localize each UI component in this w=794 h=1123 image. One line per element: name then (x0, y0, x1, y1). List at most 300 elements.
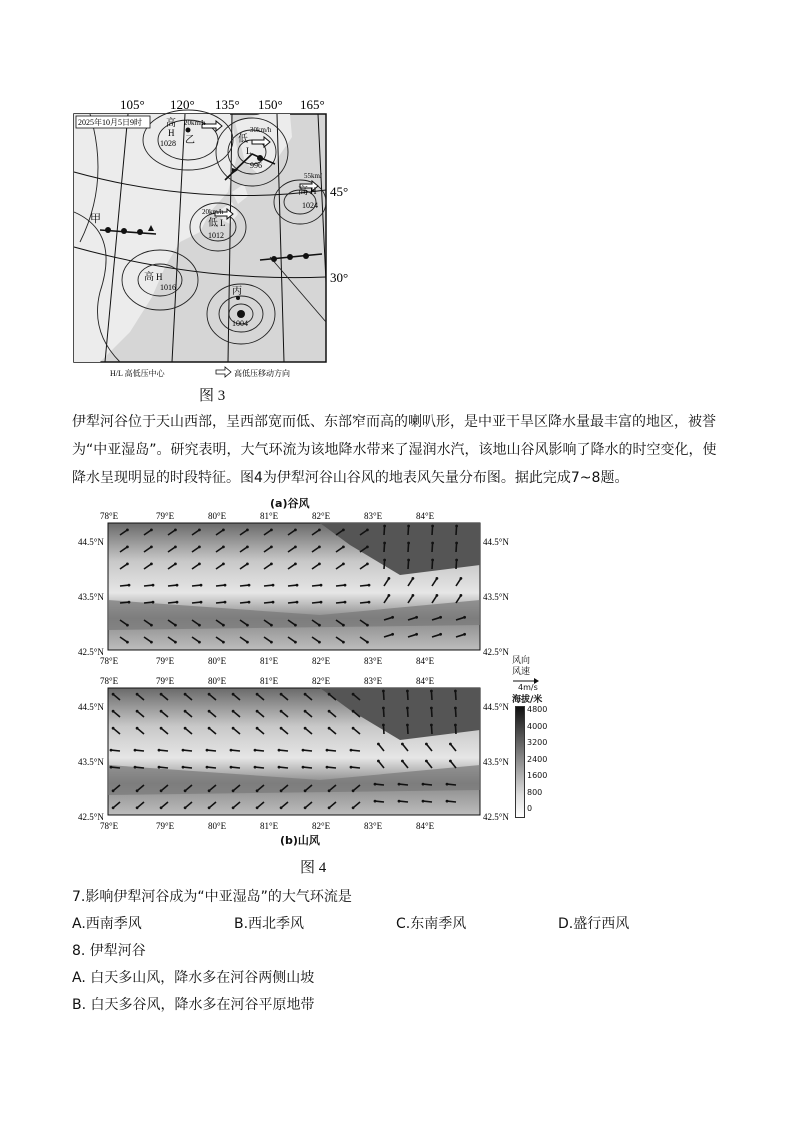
q7-option-b: B.西北季风 (234, 916, 305, 932)
wind-vector-head (401, 743, 404, 746)
wind-vector-head (222, 546, 225, 549)
wind-vector-head (415, 633, 418, 636)
lon-labels-b-bottom (100, 821, 435, 831)
lon-labels-b-top (100, 676, 435, 686)
wind-vector-head (342, 563, 345, 566)
wind-vector-head (256, 806, 259, 809)
wind-vector-head (455, 559, 458, 562)
wind-vector-head (232, 710, 235, 713)
svg-text:79°E: 79°E (156, 821, 175, 831)
wind-vector-head (406, 707, 409, 710)
svg-text:79°E: 79°E (156, 676, 175, 686)
wind-vector-head (158, 749, 161, 752)
q7-option-c: C.东南季风 (396, 916, 467, 932)
wind-vector-head (294, 641, 297, 644)
wind-vector-head (368, 584, 371, 587)
q8-option-b: B. 白天多谷风，降水多在河谷平原地带 (72, 997, 315, 1013)
wind-vector-head (136, 710, 139, 713)
wind-vector-head (406, 724, 409, 727)
wind-vector-head (304, 727, 307, 730)
wind-vector-head (198, 529, 201, 532)
wind-vector-head (208, 789, 211, 792)
lat-44-5-right-a: 44.5°N (483, 537, 509, 547)
wind-vector-head (439, 633, 442, 636)
wind-vector-head (407, 542, 410, 545)
wind-vector-head (401, 760, 404, 763)
low-ne-pressure: 996 (250, 161, 262, 170)
wind-vector-head (160, 806, 163, 809)
wind-vector-head (222, 529, 225, 532)
wind-vector-head (128, 601, 131, 604)
wind-vector-head (352, 693, 355, 696)
lat-42-5-left-b: 42.5°N (78, 812, 104, 822)
fig3-caption: 图 3 (199, 388, 226, 404)
wind-vector-head (160, 789, 163, 792)
wind-vector-head (383, 525, 386, 528)
wind-vector-head (136, 693, 139, 696)
wind-vector-head (246, 546, 249, 549)
wind-vector-head (304, 806, 307, 809)
wind-vector-head (383, 542, 386, 545)
wind-vector-head (318, 624, 321, 627)
legend-arrow-icon (216, 367, 231, 377)
wind-vector-head (296, 584, 299, 587)
high-east-letter: H (310, 186, 317, 196)
wind-vector-head (328, 727, 331, 730)
svg-text:82°E: 82°E (312, 821, 331, 831)
elev-legend-title: 海拔/米 (512, 695, 543, 705)
wind-vector-head (280, 693, 283, 696)
lon-label-150: 150° (258, 97, 283, 112)
svg-text:84°E: 84°E (416, 676, 435, 686)
wind-vector-head (391, 633, 394, 636)
wind-vector-head (318, 563, 321, 566)
wind-legend (512, 656, 530, 678)
low-mid-label: 低 (208, 218, 218, 229)
wind-vector-head (270, 641, 273, 644)
svg-text:78°E: 78°E (100, 511, 119, 521)
wind-vector-head (391, 616, 394, 619)
lat-44-5-left-a: 44.5°N (78, 537, 104, 547)
high-sw-label: 高 (144, 272, 154, 283)
wind-vector-head (439, 616, 442, 619)
wind-vector-head (232, 806, 235, 809)
wind-vector-head (342, 641, 345, 644)
wind-vector-head (126, 641, 129, 644)
wind-vector-head (112, 806, 115, 809)
wind-vector-head (412, 577, 415, 580)
wind-vector-head (398, 800, 401, 803)
wind-vector-head (449, 743, 452, 746)
high-nw-label: 高 (166, 118, 176, 129)
wind-vector-head (208, 710, 211, 713)
wind-vector-head (352, 806, 355, 809)
wind-vector-head (232, 727, 235, 730)
wind-vector-head (366, 529, 369, 532)
wind-vector-head (206, 766, 209, 769)
wind-vector-head (460, 594, 463, 597)
lat-44-5-left-b: 44.5°N (78, 702, 104, 712)
svg-text:84°E: 84°E (416, 511, 435, 521)
wind-vector-head (184, 710, 187, 713)
high-nw-pressure: 1028 (160, 139, 176, 148)
wind-vector-head (174, 624, 177, 627)
lat-43-5-left-b: 43.5°N (78, 757, 104, 767)
wind-vector-head (182, 749, 185, 752)
question-8-stem: 8. 伊犁河谷 (72, 943, 146, 959)
wind-vector-head (232, 789, 235, 792)
svg-text:79°E: 79°E (156, 511, 175, 521)
wind-vector-head (230, 766, 233, 769)
wind-vector-head (382, 724, 385, 727)
wind-vector-head (176, 584, 179, 587)
wind-vector-head (198, 546, 201, 549)
weather-map (60, 92, 370, 382)
point-bing-label: 丙 (232, 286, 242, 297)
wind-vector-head (430, 707, 433, 710)
wind-legend-line2: 风速 (512, 667, 531, 677)
wind-vector-head (431, 542, 434, 545)
wind-vector-head (126, 624, 129, 627)
svg-text:80°E: 80°E (208, 821, 227, 831)
q7-option-a: A.西南季风 (72, 916, 142, 932)
point-yi-label: 乙 (185, 135, 195, 146)
lat-42-5-right-b: 42.5°N (483, 812, 509, 822)
legend-center: H/L 高低压中心 (110, 369, 165, 378)
wind-vector-head (222, 624, 225, 627)
wind-vector-head (436, 577, 439, 580)
elev-ticks: 4800 4000 3200 2400 1600 800 0 (527, 705, 548, 813)
wind-vector-head (126, 563, 129, 566)
wind-vector-head (270, 546, 273, 549)
wind-vector-head (176, 601, 179, 604)
wind-vector-head (136, 727, 139, 730)
wind-vector-head (112, 789, 115, 792)
wind-vector-head (328, 710, 331, 713)
wind-vector-head (328, 806, 331, 809)
wind-vector-head (278, 749, 281, 752)
wind-vector-head (254, 749, 257, 752)
wind-vector-head (224, 584, 227, 587)
wind-vector-head (294, 529, 297, 532)
lon-label-105: 105° (120, 97, 145, 112)
wind-vector-head (422, 783, 425, 786)
high-east-pressure: 1024 (302, 201, 318, 210)
elev-colorbar (515, 706, 525, 818)
svg-text:82°E: 82°E (312, 676, 331, 686)
wind-vector-head (150, 641, 153, 644)
mountain-wind-map (70, 670, 550, 832)
wind-vector-head (463, 616, 466, 619)
high-east-label: 高 (298, 186, 308, 197)
typhoon-icon (237, 310, 245, 318)
fig4a-title: (a)谷风 (270, 497, 310, 510)
wind-vector-head (412, 594, 415, 597)
speed-yi: 20km/h (184, 119, 206, 127)
svg-text:83°E: 83°E (364, 676, 383, 686)
wind-vector-head (198, 641, 201, 644)
wind-vector-head (455, 542, 458, 545)
point-yi-marker (186, 128, 191, 133)
wind-vector-head (406, 690, 409, 693)
wind-vector-head (184, 789, 187, 792)
wind-vector-head (112, 710, 115, 713)
wind-vector-head (150, 563, 153, 566)
wind-vector-head (350, 766, 353, 769)
svg-text:80°E: 80°E (208, 511, 227, 521)
wind-vector-head (246, 529, 249, 532)
lat-42-5-left-a: 42.5°N (78, 647, 104, 657)
question-7-stem: 7.影响伊犁河谷成为“中亚湿岛”的大气环流是 (72, 889, 352, 905)
wind-vector-head (425, 760, 428, 763)
lat-43-5-right-a: 43.5°N (483, 592, 509, 602)
wind-vector-head (366, 563, 369, 566)
wind-vector-head (377, 743, 380, 746)
low-ne-label: 低 (238, 134, 248, 145)
wind-vector-head (430, 724, 433, 727)
svg-text:82°E: 82°E (312, 656, 331, 666)
svg-text:83°E: 83°E (364, 821, 383, 831)
valley-wind-map (70, 505, 550, 667)
wind-vector-head (294, 624, 297, 627)
wind-vector-head (184, 727, 187, 730)
lon-labels-a-bottom (100, 656, 435, 666)
wind-vector-head (110, 766, 113, 769)
wind-vector-head (174, 546, 177, 549)
speed-east: 55km/ (304, 172, 322, 180)
wind-vector-head (431, 559, 434, 562)
wind-vector-head (232, 693, 235, 696)
wind-vector-head (415, 616, 418, 619)
lat-42-5-right-a: 42.5°N (483, 647, 509, 657)
wind-vector-head (134, 749, 137, 752)
lon-label-135: 135° (215, 97, 240, 112)
svg-text:78°E: 78°E (100, 821, 119, 831)
wind-vector-head (374, 800, 377, 803)
wind-vector-head (256, 727, 259, 730)
wind-vector-head (436, 594, 439, 597)
wind-vector-head (368, 601, 371, 604)
wind-vector-head (342, 546, 345, 549)
wind-vector-head (377, 760, 380, 763)
wind-vector-head (222, 641, 225, 644)
wind-vector-head (342, 529, 345, 532)
wind-vector-head (246, 641, 249, 644)
wind-vector-head (256, 789, 259, 792)
wind-vector-head (150, 624, 153, 627)
wind-vector-head (454, 690, 457, 693)
wind-vector-head (160, 710, 163, 713)
wind-vector-head (246, 624, 249, 627)
wind-vector-head (326, 749, 329, 752)
lat-label-45: 45° (330, 184, 349, 199)
point-jia-label: 甲 (90, 213, 101, 225)
wind-vector-head (208, 806, 211, 809)
wind-vector-head (198, 624, 201, 627)
wind-vector-head (112, 727, 115, 730)
wind-vector-head (152, 601, 155, 604)
wind-vector-head (407, 559, 410, 562)
wind-vector-head (184, 806, 187, 809)
wind-vector-head (296, 601, 299, 604)
wind-vector-head (134, 766, 137, 769)
wind-vector-head (112, 693, 115, 696)
wind-vector-head (328, 789, 331, 792)
wind-vector-head (150, 529, 153, 532)
wind-vector-head (328, 693, 331, 696)
wind-vector-head (150, 546, 153, 549)
wind-vector-head (366, 624, 369, 627)
wind-vector-head (174, 641, 177, 644)
wind-vector-head (344, 584, 347, 587)
wind-vector-head (431, 525, 434, 528)
wind-vector-head (422, 800, 425, 803)
wind-vector-head (454, 724, 457, 727)
wind-vector-head (342, 624, 345, 627)
svg-text:81°E: 81°E (260, 676, 279, 686)
low-mid-letter: L (220, 218, 226, 228)
low-ne-speed: 30km/h (250, 126, 272, 134)
wind-vector-head (152, 584, 155, 587)
wind-vector-head (449, 760, 452, 763)
svg-text:78°E: 78°E (100, 676, 119, 686)
wind-vector-head (366, 546, 369, 549)
wind-vector-head (254, 766, 257, 769)
typhoon-pressure: 1004 (232, 319, 248, 328)
wind-vector-head (270, 624, 273, 627)
fig4b-title: (b)山风 (280, 834, 320, 847)
svg-text:84°E: 84°E (416, 656, 435, 666)
svg-text:81°E: 81°E (260, 821, 279, 831)
wind-vector-head (184, 693, 187, 696)
wind-vector-head (230, 749, 233, 752)
wind-vector-head (294, 563, 297, 566)
wind-vector-head (352, 789, 355, 792)
svg-text:78°E: 78°E (100, 656, 119, 666)
svg-text:84°E: 84°E (416, 821, 435, 831)
wind-vector-head (366, 641, 369, 644)
wind-vector-head (446, 783, 449, 786)
wind-vector-head (200, 601, 203, 604)
low-ne-letter: L (246, 146, 252, 156)
svg-text:83°E: 83°E (364, 511, 383, 521)
wind-vector-head (248, 584, 251, 587)
wind-vector-head (136, 806, 139, 809)
wind-vector-head (136, 789, 139, 792)
lon-label-120: 120° (170, 97, 195, 112)
lon-labels-a-top (100, 511, 435, 521)
wind-vector-head (208, 693, 211, 696)
svg-text:83°E: 83°E (364, 656, 383, 666)
wind-vector-head (208, 727, 211, 730)
wind-vector-head (388, 594, 391, 597)
wind-vector-head (318, 546, 321, 549)
wind-vector-head (326, 766, 329, 769)
low-mid-pressure: 1012 (208, 231, 224, 240)
svg-text:80°E: 80°E (208, 676, 227, 686)
svg-text:80°E: 80°E (208, 656, 227, 666)
wind-vector-head (160, 727, 163, 730)
wind-vector-head (182, 766, 185, 769)
wind-vector-head (280, 789, 283, 792)
fig4-caption: 图 4 (300, 860, 327, 876)
wind-vector-head (352, 727, 355, 730)
wind-vector-head (160, 693, 163, 696)
svg-text:82°E: 82°E (312, 511, 331, 521)
wind-vector-head (200, 584, 203, 587)
wind-vector-head (158, 766, 161, 769)
lat-43-5-right-b: 43.5°N (483, 757, 509, 767)
wind-legend-line1: 风向 (512, 656, 531, 666)
wind-vector-head (198, 563, 201, 566)
wind-vector-head (383, 559, 386, 562)
speed-low-mid: 20km/h (202, 208, 224, 216)
wind-vector-head (294, 546, 297, 549)
wind-scale-label: 4m/s (518, 683, 538, 692)
passage-text: 伊犁河谷位于天山西部，呈西部宽而低、东部窄而高的喇叭形，是中亚干旱区降水量最丰富的地区，被誉为“中亚湿岛”。研究表明，大气环流为该地降水带来了湿润水汽，该地山谷风影响了降水的时空变化，使降水呈现明显的时段特征。图4为伊犁河谷山谷风的地表风矢量分布图。据此完成7~8题。 (72, 414, 717, 486)
wind-vector-head (446, 800, 449, 803)
wind-vector-head (454, 707, 457, 710)
wind-vector-head (407, 525, 410, 528)
wind-vector-head (318, 641, 321, 644)
wind-vector-head (430, 690, 433, 693)
wind-vector-head (388, 577, 391, 580)
wind-vector-head (270, 529, 273, 532)
wind-vector-head (256, 693, 259, 696)
q8-option-a: A. 白天多山风，降水多在河谷两侧山坡 (72, 970, 315, 986)
high-nw-letter: H (168, 128, 175, 138)
wind-vector-head (344, 601, 347, 604)
wind-vector-head (382, 690, 385, 693)
lat-43-5-left-a: 43.5°N (78, 592, 104, 602)
high-sw-letter: H (156, 272, 163, 282)
wind-vector-head (320, 584, 323, 587)
wind-vector-head (174, 529, 177, 532)
high-sw-pressure: 1016 (160, 283, 176, 292)
wind-vector-head (110, 749, 113, 752)
wind-vector-head (463, 633, 466, 636)
wind-vector-head (304, 693, 307, 696)
wind-vector-head (174, 563, 177, 566)
map-date: 2025年10月5日9时 (78, 118, 142, 127)
q7-option-d: D.盛行西风 (558, 916, 630, 932)
wind-vector-head (320, 601, 323, 604)
wind-vector-head (352, 710, 355, 713)
wind-vector-head (280, 710, 283, 713)
wind-vector-head (382, 707, 385, 710)
wind-vector-head (128, 584, 131, 587)
wind-vector-head (302, 749, 305, 752)
wind-vector-head (270, 563, 273, 566)
wind-vector-head (374, 783, 377, 786)
wind-vector-head (126, 546, 129, 549)
wind-vector-head (206, 749, 209, 752)
svg-text:81°E: 81°E (260, 511, 279, 521)
wind-vector-head (350, 749, 353, 752)
wind-vector-head (460, 577, 463, 580)
wind-vector-head (425, 743, 428, 746)
wind-vector-head (455, 525, 458, 528)
wind-vector-head (248, 601, 251, 604)
wind-vector-head (246, 563, 249, 566)
lat-label-30: 30° (330, 270, 349, 285)
lon-label-165: 165° (300, 97, 325, 112)
wind-vector-head (304, 789, 307, 792)
wind-vector-head (304, 710, 307, 713)
wind-vector-head (224, 601, 227, 604)
lat-44-5-right-b: 44.5°N (483, 702, 509, 712)
wind-vector-head (318, 529, 321, 532)
